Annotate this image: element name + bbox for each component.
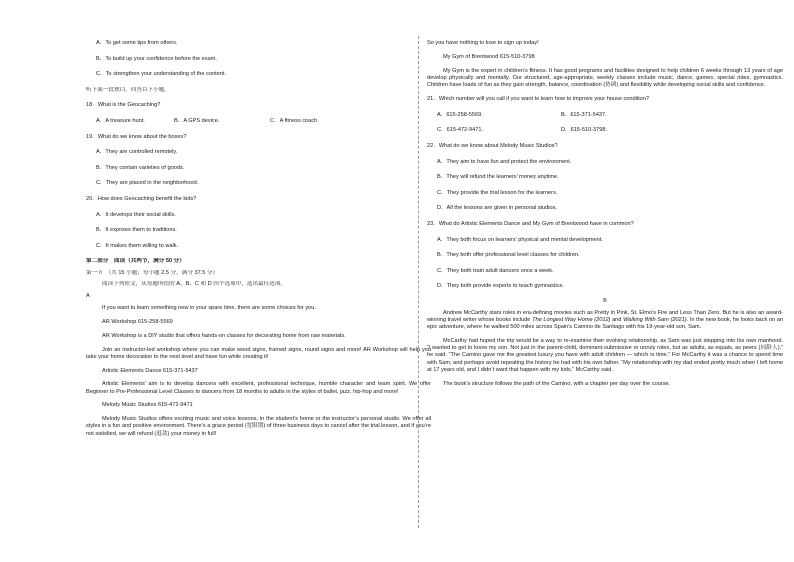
q21-option-a: A．615-258-5569.	[437, 111, 483, 118]
ar-workshop-paragraph-2: Join an instructor-led workshop where you can make wood signs, framed signs, round signs and more! AR Workshop will help you take your home decoration to the next level and have fun while creating it!	[86, 346, 431, 360]
passage-a-intro: If you want to learn something new in your spare time, there are some choices for you.	[102, 305, 316, 312]
question-22: 22．What do we know about Melody Music Studios?	[427, 142, 558, 149]
q23-option-c: C．They both train adult dancers once a week.	[437, 267, 554, 274]
q21-option-b: B．615-371-5437.	[561, 111, 607, 118]
q21-options-row-1	[427, 112, 783, 119]
option-b: B．To build up your confidence before the exam.	[96, 55, 217, 62]
question-19: 19．What do we know about the boxes?	[86, 133, 187, 140]
q19-option-b: B．They contain varieties of goods.	[96, 164, 185, 171]
question-18-options	[86, 118, 431, 125]
melody-music-title: Melody Music Studios 615-472-9471	[102, 402, 193, 409]
passage-b-paragraph-3: The book’s structure follows the path of the Camino, with a chapter per day over the course.	[443, 380, 671, 387]
option-c: C．To strengthen your understanding of the content.	[96, 71, 226, 78]
part-2-title: 第二部分 阅读（共两节，满分 50 分）	[86, 258, 185, 265]
q19-option-a: A．They are controlled remotely.	[96, 149, 178, 156]
artistic-elements-paragraph: Artistic Elements’ aim is to develop dancers with excellent, professional technique, humble character and team spirit. We offer Beginner to Pre-Professional Level Classes to dancers from 18 months to adults in the styles of ballet, jazz, hip-hop and more!	[86, 381, 431, 395]
my-gym-title: My Gym of Brentwood 615-510-3798	[443, 54, 535, 61]
q23-option-a: A．They both focus on learners’ physical and mental development.	[437, 236, 603, 243]
q19-option-c: C．They are placed in the neighborhood.	[96, 180, 199, 187]
book-title-1: The Longest Way Home (2012)	[532, 316, 611, 323]
passage-b-paragraph-1: Andrew McCarthy stars roles in era-defining movies such as Pretty in Pink, St. Elmo’s Fire and Less Than Zero. But he is also an award-winning travel writer whose books include The Longest Way Home (2012) and Walking With Sam (2021). In the new book, he looks back on an epic adventure, where he walked 500 miles across Spain’s Camino de Santiago with his 19-year-old son, Sam.	[427, 309, 784, 331]
my-gym-paragraph: My Gym is the expert in children’s fitness. It has good programs and facilities designed to help children 6 weeks through 13 years of age develop physically and mentally. Our structured, age-appropriate, weekly classes include music, dance, games, special rides, gymnastics. Children have loads of fun as they gain strength, balance, coordination (协调) and flexibility while developing social skills and confidence.	[427, 68, 783, 89]
question-23: 23．What do Artistic Elements Dance and My Gym of Brentwood have in common?	[427, 220, 634, 227]
q18-option-c: C．A fitness coach.	[270, 117, 319, 124]
q18-option-b: B．A GPS device.	[174, 117, 220, 124]
reading-instruction: 阅读下列短文，从每题所给的 A、B、C 和 D 四个选项中，选出最佳选项。	[102, 280, 286, 287]
q23-option-d: D．They both provide experts to teach gymnastics.	[437, 283, 564, 290]
passage-b-paragraph-2: McCarthy had hoped the trip would be a way to re-examine their evolving relationship, as Sam was just stepping into his own manhood. “I wanted to get to know my son. Not just in the parent-child, dominant-submissive or unruly roles, but as adults, as equals, as peers (同龄人),” he said. “The Camino gave me the greatest luxury you have with adult children — which is time.” For McCarthy it was a chance to spend time with Sam, and perhaps avoid repeating the history he had with his own father. “My relationship with my dad ended pretty much when I left home at 17 years old, and I didn’t want that happen with my kids,” McCarthy said.	[427, 337, 783, 373]
passage-b-label: B	[603, 297, 607, 304]
artistic-elements-title: Artistic Elements Dance 615-371-5437	[102, 367, 198, 374]
melody-music-tail: So you have nothing to lose to sign up today!	[427, 40, 539, 46]
q20-option-a: A．It develops their social skills.	[96, 211, 176, 218]
ar-workshop-title: AR Workshop 615-258-5569	[102, 318, 173, 325]
q21-option-d: D．615-510-3798.	[561, 127, 608, 134]
q18-option-a: A．A treasure hunt.	[96, 117, 145, 124]
q22-option-b: B．They will refund the learners’ money anytime.	[437, 174, 559, 181]
question-20: 20．How does Geocaching benefit the kids?	[86, 195, 197, 202]
q21-option-c: C．615-472-9471.	[437, 127, 484, 134]
question-18: 18．What is the Geocaching?	[86, 102, 161, 109]
q20-option-b: B．It exposes them to traditions.	[96, 227, 177, 234]
listening-instruction: 听下面一段独白，回答以下小题。	[86, 86, 170, 93]
q20-option-c: C．It makes them willing to walk.	[96, 242, 179, 249]
q21-options-row-2	[427, 127, 783, 134]
q22-option-c: C．They provide the trial lesson for the learners.	[437, 189, 558, 196]
right-column	[427, 40, 783, 394]
q22-option-a: A．They aim to have fun and protect the environment.	[437, 158, 572, 165]
ar-workshop-paragraph-1: AR Workshop is a DIY studio that offers hands-on classes for decorating home from raw materials.	[102, 332, 346, 339]
book-title-2: Walking With Sam (2021)	[623, 316, 687, 323]
q22-option-d: D．All the lessons are given in personal studios.	[437, 205, 558, 212]
option-a: A．To get some tips from others.	[96, 40, 178, 46]
left-column	[86, 40, 431, 444]
melody-music-paragraph: Melody Music Studios offers exciting music and voice lessons, in the student’s home or the instructor’s personal studio. We offer all styles in a fun and positive environment. There’s a grace period (宽限期) of three business days to cancel after the trial lesson, and if you’re not satisfied, we will refund (退款) your money in full!	[86, 416, 431, 437]
q23-option-b: B．They both offer professional level classes for children.	[437, 252, 580, 259]
question-21: 21．Which number will you call if you want to learn how to improve your house condition?	[427, 96, 649, 103]
passage-a-label: A	[86, 292, 90, 299]
section-1-title: 第一节 （共 15 小题；每小题 2.5 分，满分 37.5 分）	[86, 269, 219, 276]
